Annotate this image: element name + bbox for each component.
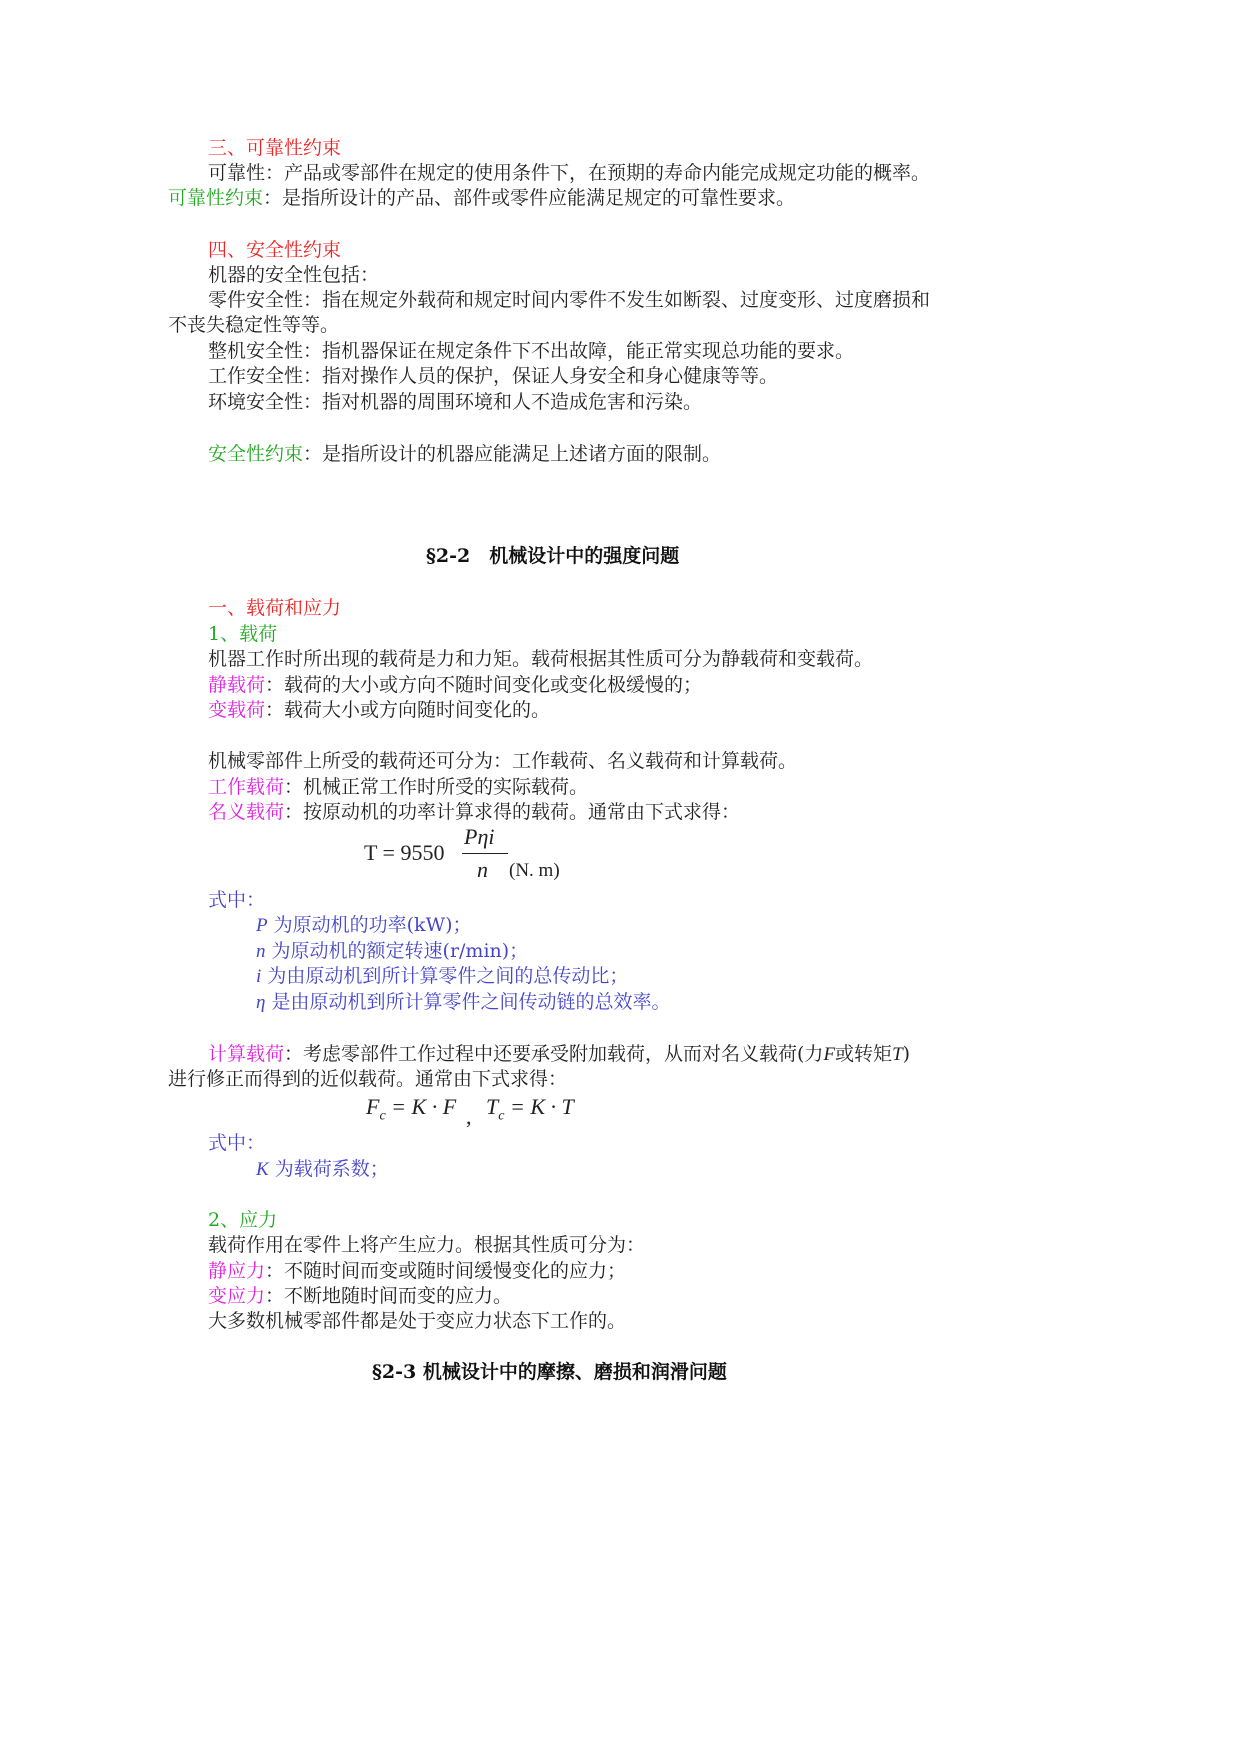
stress-conclusion: 大多数机械零部件都是处于变应力状态下工作的。 xyxy=(208,1310,627,1332)
term-reliability-constraint: 可靠性约束 xyxy=(168,187,264,209)
stress-intro: 载荷作用在零件上将产生应力。根据其性质可分为： xyxy=(208,1234,646,1256)
formula2-tc: $T_c = K \cdot T$ xyxy=(486,1094,574,1124)
symbol-i: i xyxy=(256,966,262,987)
load-intro: 机器工作时所出现的载荷是力和力矩。载荷根据其性质可分为静载荷和变载荷。 xyxy=(208,648,874,670)
formula-unit: (N. m) xyxy=(509,860,560,881)
formula-calc-load xyxy=(366,1090,626,1128)
subheading-stress: 2、应力 xyxy=(208,1209,278,1231)
term-static-load: 静载荷 xyxy=(208,674,266,696)
term-safety-constraint: 安全性约束 xyxy=(208,443,304,465)
part-safety-line2: 不丧失稳定性等等。 xyxy=(168,314,340,336)
calc-load-line2: 进行修正而得到的近似载荷。通常由下式求得： xyxy=(168,1068,568,1090)
term-working-load: 工作载荷 xyxy=(208,776,285,798)
variable-stress-text: ：不断地随时间而变的应力。 xyxy=(265,1285,513,1307)
nominal-load-text: ：按原动机的功率计算求得的载荷。通常由下式求得： xyxy=(284,801,741,823)
where-label-1: 式中： xyxy=(208,889,266,911)
work-safety: 工作安全性：指对操作人员的保护，保证人身安全和身心健康等等。 xyxy=(208,365,779,387)
var-ratio-text: 为由原动机到所计算零件之间的总传动比； xyxy=(261,965,629,987)
safety-constraint xyxy=(208,440,721,468)
term-calc-load: 计算载荷 xyxy=(208,1043,285,1065)
var-ratio xyxy=(256,962,628,991)
calc-load-text-b: 或转矩 xyxy=(835,1043,893,1065)
symbol-n: n xyxy=(256,941,266,962)
static-load xyxy=(208,671,702,699)
symbol-eta: η xyxy=(256,992,266,1013)
working-load xyxy=(208,773,588,801)
nominal-load xyxy=(208,798,740,826)
environment-safety: 环境安全性：指对机器的周围环境和人不造成危害和污染。 xyxy=(208,391,703,413)
term-nominal-load: 名义载荷 xyxy=(208,801,285,823)
variable-stress xyxy=(208,1282,512,1310)
symbol-t: T xyxy=(892,1044,903,1065)
symbol-p: P xyxy=(256,915,268,936)
formula-denominator: n xyxy=(477,857,488,882)
machine-safety: 整机安全性：指机器保证在规定条件下不出故障，能正常实现总功能的要求。 xyxy=(208,340,855,362)
section-title-2-2: §2-2 机械设计中的强度问题 xyxy=(426,545,680,567)
calc-load-text-a: ：考虑零部件工作过程中还要承受附加载荷，从而对名义载荷(力 xyxy=(284,1043,824,1065)
heading-safety: 四、安全性约束 xyxy=(208,239,342,261)
symbol-k: K xyxy=(256,1159,269,1180)
symbol-f: F xyxy=(823,1044,836,1065)
calc-load-text-c: ) xyxy=(902,1043,911,1065)
formula-nominal-torque xyxy=(364,826,604,886)
formula2-separator: , xyxy=(466,1104,472,1129)
subheading-load: 1、载荷 xyxy=(208,623,278,645)
static-stress xyxy=(208,1257,626,1285)
variable-load xyxy=(208,696,550,724)
safety-intro: 机器的安全性包括： xyxy=(208,264,380,286)
heading-load-stress: 一、载荷和应力 xyxy=(208,597,342,619)
var-k-text: 为载荷系数； xyxy=(274,1158,389,1180)
heading-reliability: 三、可靠性约束 xyxy=(208,137,342,159)
variable-load-text: ：载荷大小或方向随时间变化的。 xyxy=(265,699,551,721)
fraction-bar xyxy=(462,853,508,854)
formula2-fc: $F_c = K \cdot F$ xyxy=(366,1094,457,1124)
safety-constraint-text: ：是指所设计的机器应能满足上述诸方面的限制。 xyxy=(303,443,722,465)
where-label-2: 式中： xyxy=(208,1132,266,1154)
term-variable-stress: 变应力 xyxy=(208,1285,266,1307)
formula-numerator: Pηi xyxy=(464,824,495,849)
var-power-text: 为原动机的功率(kW)； xyxy=(267,914,472,936)
var-power xyxy=(256,911,472,940)
term-variable-load: 变载荷 xyxy=(208,699,266,721)
reliability-definition: 可靠性：产品或零部件在规定的使用条件下，在预期的寿命内能完成规定功能的概率。 xyxy=(208,162,931,184)
reliability-constraint-text: ：是指所设计的产品、部件或零件应能满足规定的可靠性要求。 xyxy=(263,187,796,209)
part-safety-line1: 零件安全性：指在规定外载荷和规定时间内零件不发生如断裂、过度变形、过度磨损和 xyxy=(208,289,931,311)
working-load-text: ：机械正常工作时所受的实际载荷。 xyxy=(284,776,589,798)
var-efficiency-text: 是由原动机到所计算零件之间传动链的总效率。 xyxy=(265,991,671,1013)
var-efficiency xyxy=(256,988,670,1017)
static-stress-text: ：不随时间而变或随时间缓慢变化的应力； xyxy=(265,1260,627,1282)
term-static-stress: 静应力 xyxy=(208,1260,266,1282)
load-classification: 机械零部件上所受的载荷还可分为：工作载荷、名义载荷和计算载荷。 xyxy=(208,750,798,772)
reliability-constraint xyxy=(168,184,795,212)
var-k xyxy=(256,1155,389,1184)
formula-lhs: T = 9550 xyxy=(364,840,445,865)
var-speed-text: 为原动机的额定转速(r/min)； xyxy=(265,940,529,962)
static-load-text: ：载荷的大小或方向不随时间变化或变化极缓慢的； xyxy=(265,674,703,696)
section-title-2-3: §2-3 机械设计中的摩擦、磨损和润滑问题 xyxy=(372,1361,727,1383)
